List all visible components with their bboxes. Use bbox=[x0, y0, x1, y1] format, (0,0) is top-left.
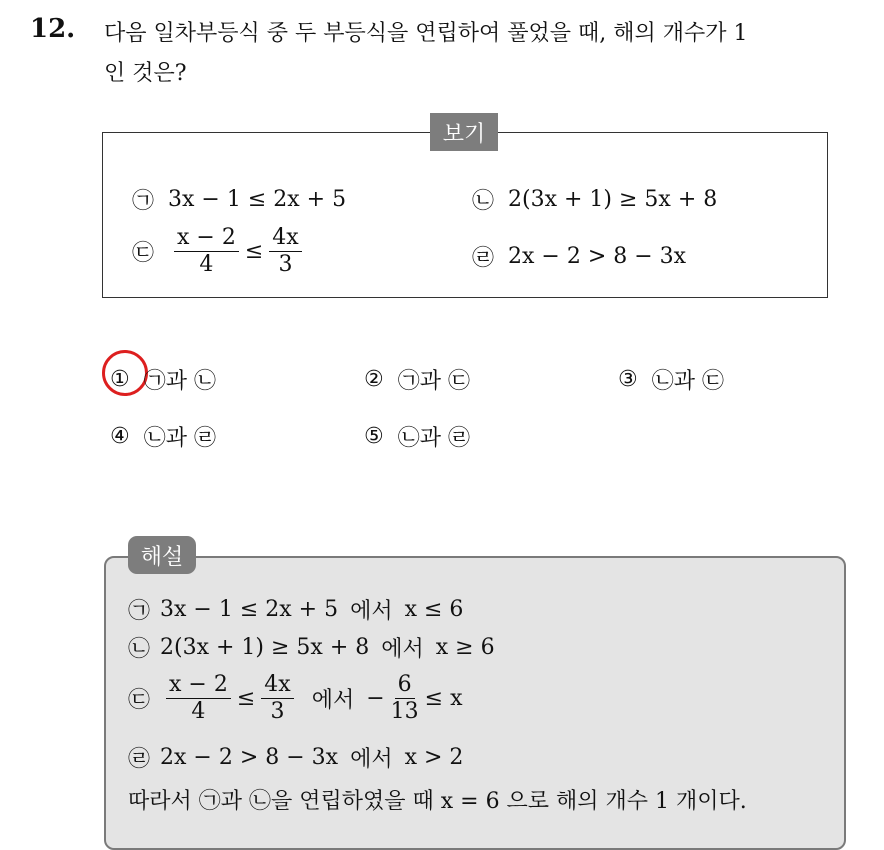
solution-expr: 3x − 1 ≤ 2x + 5 bbox=[160, 597, 339, 622]
fraction-numerator: 4x bbox=[269, 226, 301, 252]
solution-mid: 에서 bbox=[381, 637, 424, 662]
fraction-denominator: 13 bbox=[390, 699, 419, 725]
choice-4[interactable] bbox=[110, 421, 216, 452]
fraction-denominator: 4 bbox=[199, 252, 214, 278]
solution-title: 해설 bbox=[128, 536, 196, 574]
condition-label: ㉣ bbox=[472, 246, 495, 271]
solution-mid: 에서 bbox=[350, 747, 393, 772]
inequality-op: ≤ bbox=[236, 686, 256, 712]
choice-3[interactable] bbox=[618, 364, 724, 395]
question-text-line-1: 다음 일차부등식 중 두 부등식을 연립하여 풀었을 때, 해의 개수가 1 bbox=[104, 21, 748, 46]
fraction bbox=[269, 226, 301, 277]
fraction-numerator: x − 2 bbox=[166, 673, 231, 699]
solution-line-3 bbox=[128, 673, 462, 724]
solution-conclusion: 따라서 ㉠과 ㉡을 연립하였을 때 x = 6 으로 해의 개수 1 개이다. bbox=[128, 789, 747, 814]
solution-line-4 bbox=[128, 742, 463, 773]
choice-number: ⑤ bbox=[364, 424, 384, 449]
choice-text: ㉡과 ㉣ bbox=[143, 426, 216, 451]
choice-text: ㉡과 ㉣ bbox=[397, 426, 470, 451]
solution-line-2 bbox=[128, 632, 495, 663]
condition-3 bbox=[132, 226, 308, 277]
fraction bbox=[391, 673, 419, 724]
solution-expr: 2x − 2 > 8 − 3x bbox=[160, 745, 339, 770]
solution-line-1 bbox=[128, 594, 463, 625]
solution-result: ≤ x bbox=[424, 686, 463, 712]
choice-number: ③ bbox=[618, 367, 638, 392]
condition-2 bbox=[472, 184, 717, 215]
solution-label: ㉡ bbox=[128, 637, 151, 662]
solution-result: x ≥ 6 bbox=[435, 635, 495, 660]
condition-1 bbox=[132, 184, 346, 215]
solution-mid: 에서 bbox=[350, 599, 393, 624]
condition-expr: 3x − 1 ≤ 2x + 5 bbox=[168, 187, 347, 212]
solution-label: ㉢ bbox=[128, 688, 151, 714]
solution-label: ㉣ bbox=[128, 747, 151, 772]
solution-expr: 2(3x + 1) ≥ 5x + 8 bbox=[160, 635, 370, 660]
fraction bbox=[261, 673, 293, 724]
fraction-denominator: 3 bbox=[278, 252, 293, 278]
fraction-numerator: x − 2 bbox=[174, 226, 239, 252]
condition-4 bbox=[472, 241, 686, 272]
choice-2[interactable] bbox=[364, 364, 470, 395]
fraction bbox=[166, 673, 231, 724]
question-number: 12. bbox=[30, 14, 76, 44]
condition-label: ㉢ bbox=[132, 241, 155, 267]
fraction-denominator: 3 bbox=[270, 699, 285, 725]
bogi-title: 보기 bbox=[430, 113, 498, 151]
inequality-op: ≤ bbox=[244, 239, 264, 265]
fraction-numerator: 4x bbox=[261, 673, 293, 699]
solution-mid: 에서 bbox=[311, 688, 355, 714]
condition-expr: 2x − 2 > 8 − 3x bbox=[508, 244, 687, 269]
choice-text: ㉠과 ㉢ bbox=[397, 369, 470, 394]
solution-result: x > 2 bbox=[404, 745, 464, 770]
choice-number: ① bbox=[110, 367, 130, 392]
fraction-denominator: 4 bbox=[191, 699, 206, 725]
condition-label: ㉠ bbox=[132, 189, 155, 214]
solution-result: x ≤ 6 bbox=[404, 597, 464, 622]
negative-sign: − bbox=[366, 686, 385, 712]
condition-expr: 2(3x + 1) ≥ 5x + 8 bbox=[508, 187, 718, 212]
choice-5[interactable] bbox=[364, 421, 470, 452]
choice-text: ㉡과 ㉢ bbox=[651, 369, 724, 394]
question-text-line-2: 인 것은? bbox=[104, 61, 187, 86]
condition-label: ㉡ bbox=[472, 189, 495, 214]
choice-number: ④ bbox=[110, 424, 130, 449]
choice-1[interactable] bbox=[110, 364, 216, 395]
choice-text: ㉠과 ㉡ bbox=[143, 369, 216, 394]
solution-label: ㉠ bbox=[128, 599, 151, 624]
fraction-numerator: 6 bbox=[395, 673, 415, 699]
choice-number: ② bbox=[364, 367, 384, 392]
fraction bbox=[174, 226, 239, 277]
